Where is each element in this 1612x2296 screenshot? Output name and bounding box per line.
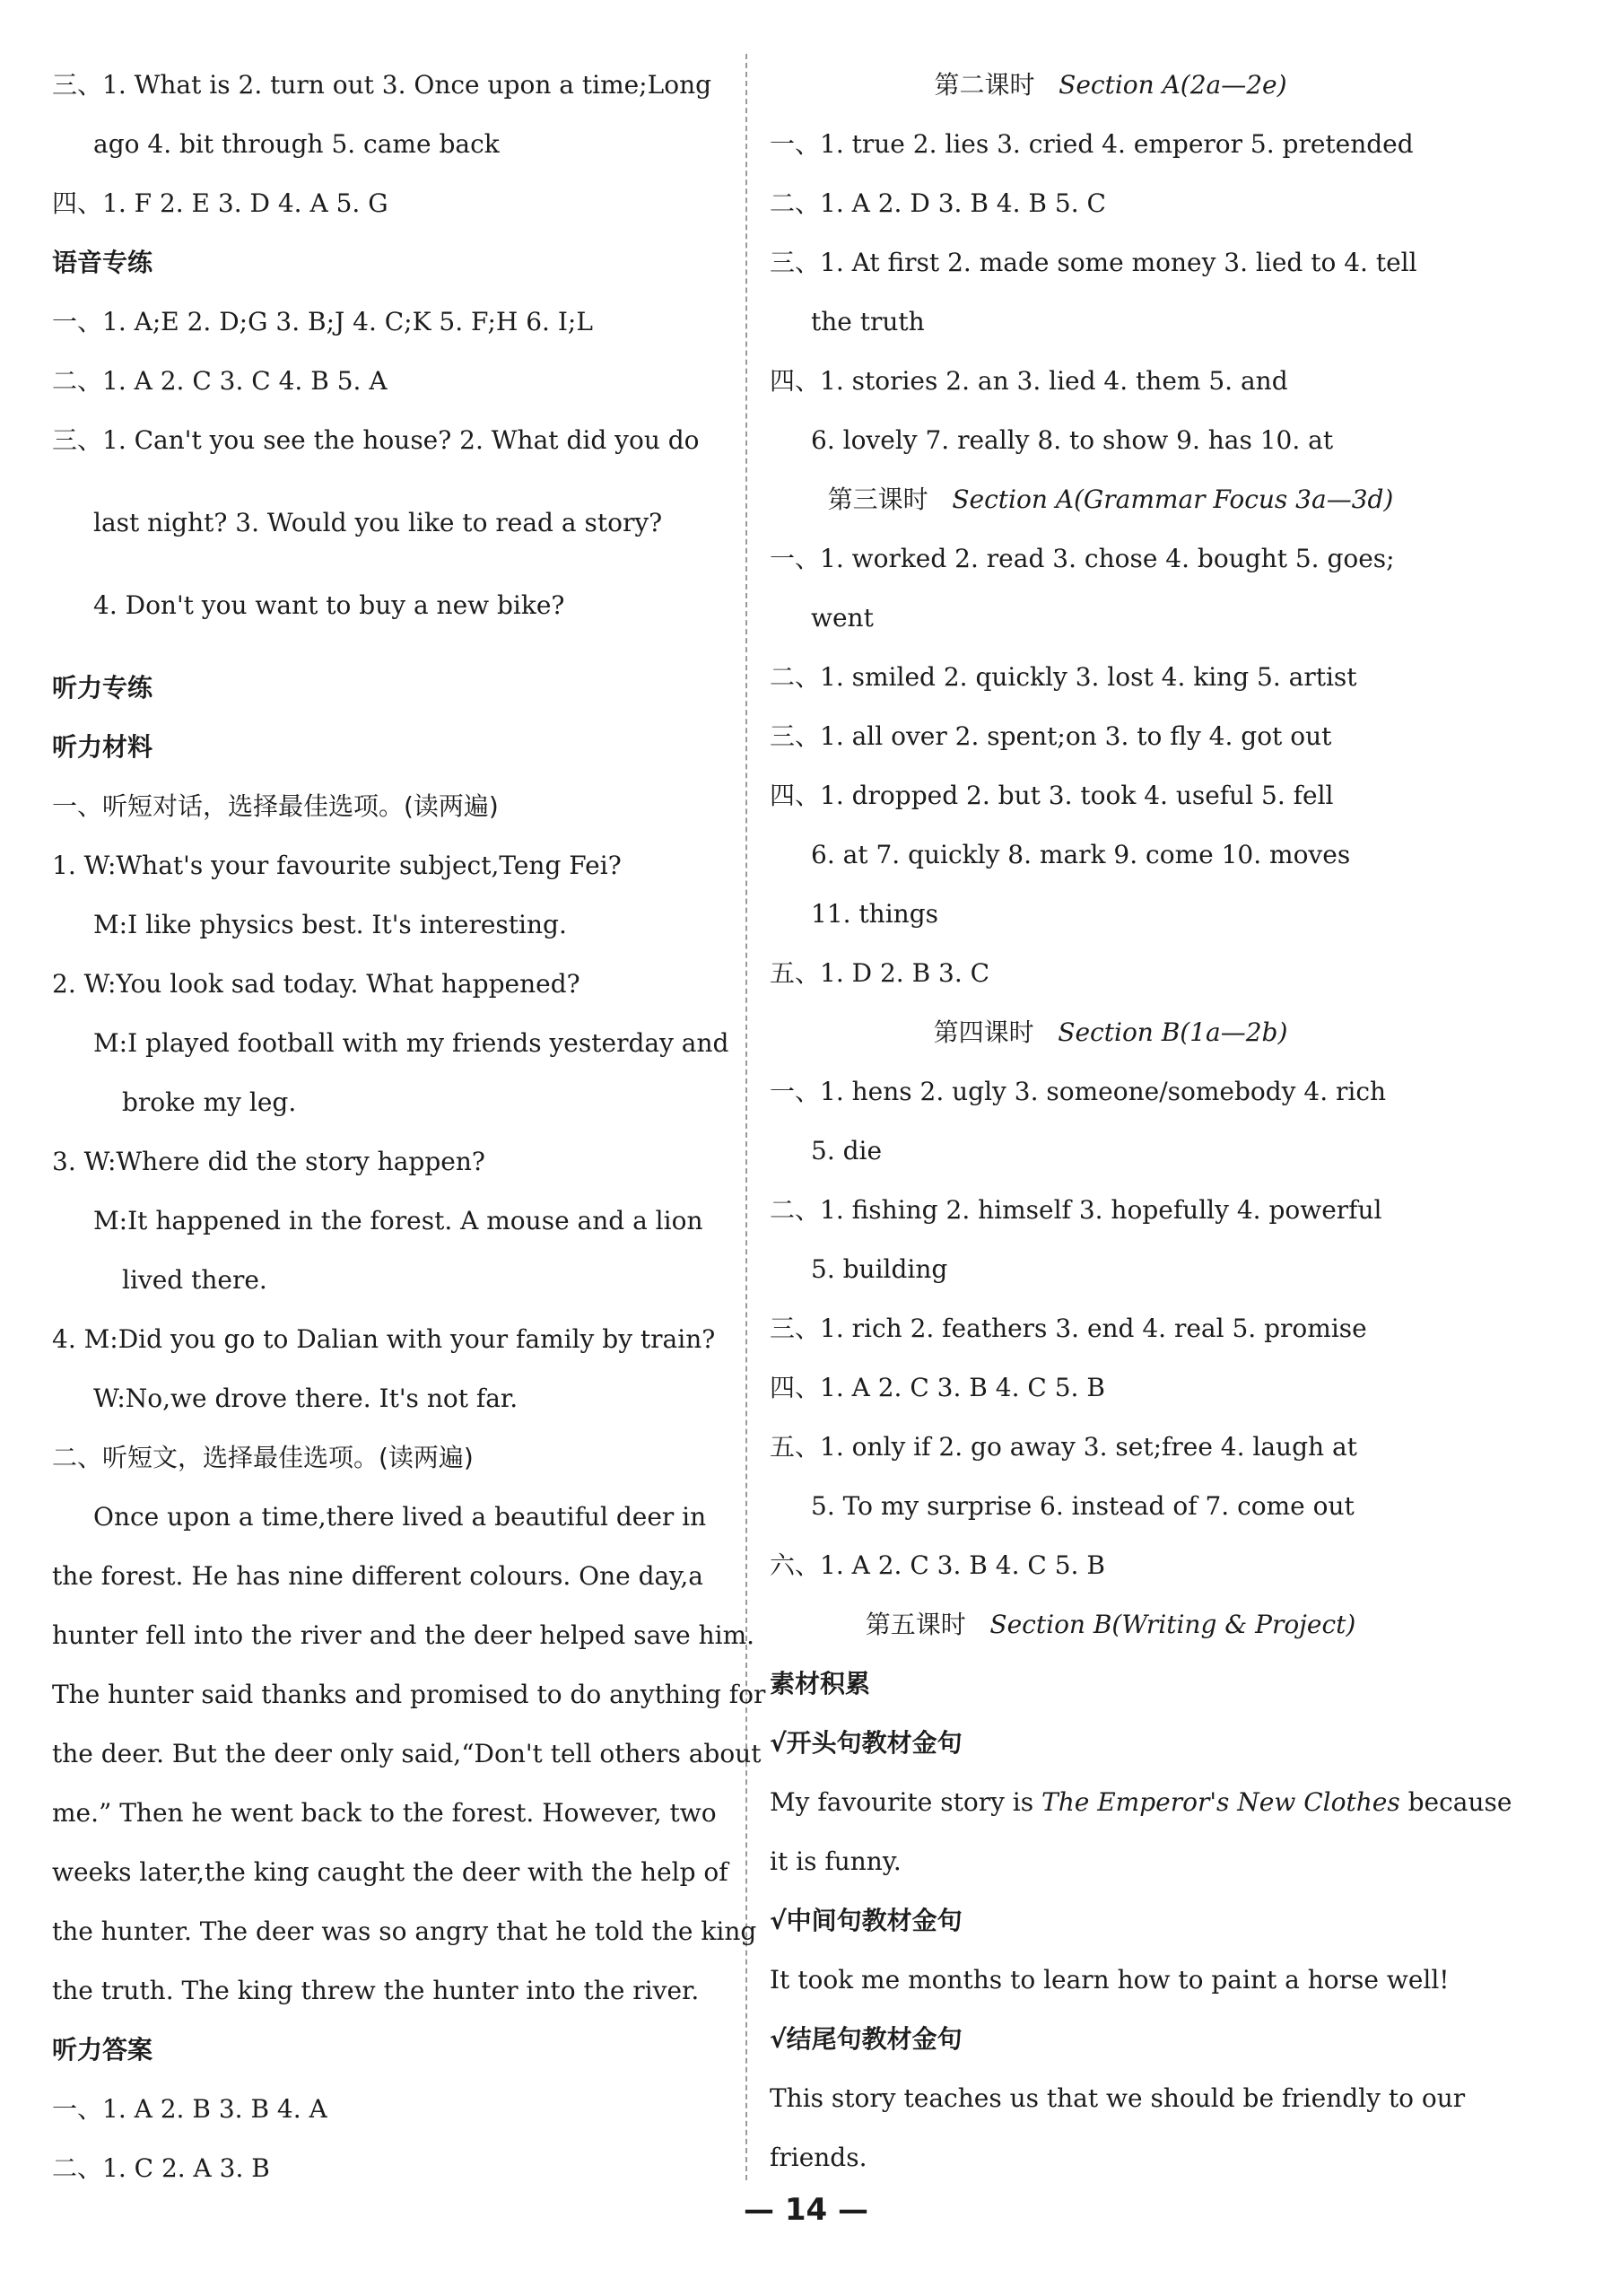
dialogue-line: M:I like physics best. It's interesting. (93, 910, 567, 939)
lesson-subtitle: Section B(1a—2b) (1058, 1017, 1288, 1047)
answer-line: 一、1. worked 2. read 3. chose 4. bought 5. goes; (770, 544, 1395, 573)
lesson-heading (770, 1003, 1451, 1062)
model-sentence: friends. (770, 2143, 867, 2172)
answer-line: 一、1. A;E 2. D;G 3. B;J 4. C;K 5. F;H 6. I;L (52, 307, 593, 336)
answer-line: 5. building (811, 1254, 948, 1284)
dialogue-line: broke my leg. (122, 1087, 297, 1117)
section-heading-listening-answers: 听力答案 (52, 2035, 153, 2065)
answer-line: the truth (811, 307, 925, 336)
answer-line: 11. things (811, 899, 938, 929)
dialogue-line: M:It happened in the forest. A mouse and a lion (93, 1206, 703, 1235)
model-sentence (770, 1773, 1512, 1832)
answer-line: 二、1. A 2. C 3. C 4. B 5. A (52, 366, 388, 396)
answer-line: 三、1. What is 2. turn out 3. Once upon a time;Long (52, 70, 712, 100)
section-heading-listening: 听力专练 (52, 673, 153, 703)
answer-line: 二、1. C 2. A 3. B (52, 2153, 270, 2183)
intonation-line: 三、1. Can't you see the house? 2. What did you do (52, 425, 700, 455)
answer-line: 二、1. A 2. D 3. B 4. B 5. C (770, 188, 1106, 218)
model-sentence-part: My favourite story is (770, 1787, 1042, 1817)
part-instruction: 一、听短对话，选择最佳选项。(读两遍) (52, 791, 499, 821)
answer-line: 三、1. At first 2. made some money 3. lied to 4. tell (770, 248, 1417, 277)
answer-line: 6. at 7. quickly 8. mark 9. come 10. moves (811, 840, 1351, 869)
model-sentence: It took me months to learn how to paint a horse well! (770, 1965, 1450, 1995)
section-heading-materials: 素材积累 (770, 1669, 871, 1698)
lesson-subtitle: Section A(Grammar Focus 3a—3d) (952, 485, 1394, 514)
passage-line: the deer. But the deer only said,“Don't tell others about (52, 1739, 762, 1768)
lesson-heading (770, 56, 1451, 115)
dialogue-line: 4. M:Did you go to Dalian with your family by train? (52, 1324, 716, 1354)
answer-line: 5. To my surprise 6. instead of 7. come out (811, 1491, 1355, 1521)
answer-line: 一、1. hens 2. ugly 3. someone/somebody 4. rich (770, 1077, 1387, 1106)
answer-line: 四、1. dropped 2. but 3. took 4. useful 5. fell (770, 781, 1334, 810)
subheading-closing-sentence: √结尾句教材金句 (770, 2024, 963, 2054)
answer-line: ago 4. bit through 5. came back (93, 129, 500, 159)
model-sentence: This story teaches us that we should be friendly to our (770, 2083, 1466, 2113)
answer-line: 一、1. A 2. B 3. B 4. A (52, 2094, 327, 2124)
passage-line: the hunter. The deer was so angry that he told the king (52, 1916, 757, 1946)
lesson-subtitle: Section B(Writing & Project) (989, 1610, 1356, 1639)
answer-line: 一、1. true 2. lies 3. cried 4. emperor 5. pretended (770, 129, 1414, 159)
dialogue-line: 2. W:You look sad today. What happened? (52, 969, 580, 999)
answer-line: 三、1. rich 2. feathers 3. end 4. real 5. promise (770, 1314, 1367, 1343)
answer-line: 四、1. A 2. C 3. B 4. C 5. B (770, 1373, 1105, 1402)
answer-line: 5. die (811, 1136, 883, 1165)
answer-line: went (811, 603, 874, 633)
intonation-line: last night? 3. Would you like to read a story? (93, 508, 663, 537)
passage-line: me.” Then he went back to the forest. However, two (52, 1798, 717, 1828)
answer-line: 二、1. smiled 2. quickly 3. lost 4. king 5. artist (770, 662, 1357, 692)
lesson-heading (770, 470, 1451, 529)
subheading-middle-sentence: √中间句教材金句 (770, 1906, 963, 1935)
left-column (52, 56, 766, 2198)
answer-line: 六、1. A 2. C 3. B 4. C 5. B (770, 1550, 1105, 1580)
answer-line: 五、1. D 2. B 3. C (770, 958, 990, 988)
section-heading-phonetics: 语音专练 (52, 248, 153, 277)
column-divider (745, 54, 747, 2180)
section-heading-listening-material: 听力材料 (52, 732, 153, 762)
lesson-title: 第四课时 (933, 1017, 1034, 1047)
intonation-line: 4. Don't you want to buy a new bike? (93, 590, 565, 620)
passage-line: the truth. The king threw the hunter into the river. (52, 1976, 700, 2005)
lesson-title: 第五课时 (865, 1610, 966, 1639)
dialogue-line: lived there. (122, 1265, 267, 1295)
part-instruction: 二、听短文，选择最佳选项。(读两遍) (52, 1443, 474, 1472)
lesson-title: 第三课时 (827, 485, 928, 514)
dialogue-line: W:No,we drove there. It's not far. (93, 1384, 518, 1413)
passage-line: weeks later,the king caught the deer with the help of (52, 1857, 728, 1887)
passage-line: The hunter said thanks and promised to do anything for (52, 1680, 766, 1709)
lesson-title: 第二课时 (934, 70, 1035, 100)
model-sentence: it is funny. (770, 1846, 902, 1876)
right-column (770, 56, 1512, 2187)
answer-line: 6. lovely 7. really 8. to show 9. has 10. at (811, 425, 1334, 455)
passage-line: hunter fell into the river and the deer helped save him. (52, 1620, 755, 1650)
dialogue-line: 3. W:Where did the story happen? (52, 1147, 485, 1176)
answer-line: 三、1. all over 2. spent;on 3. to fly 4. got out (770, 721, 1332, 751)
book-title: The Emperor's New Clothes (1041, 1787, 1400, 1817)
passage-line: Once upon a time,there lived a beautiful deer in (93, 1502, 707, 1532)
subheading-opening-sentence: √开头句教材金句 (770, 1728, 963, 1758)
passage-line: the forest. He has nine different colours. One day,a (52, 1561, 703, 1591)
lesson-subtitle: Section A(2a—2e) (1059, 70, 1287, 100)
dialogue-line: 1. W:What's your favourite subject,Teng Fei? (52, 851, 622, 880)
answer-line: 四、1. F 2. E 3. D 4. A 5. G (52, 188, 388, 218)
answer-line: 四、1. stories 2. an 3. lied 4. them 5. and (770, 366, 1288, 396)
model-sentence-part: because (1399, 1787, 1512, 1817)
answer-line: 五、1. only if 2. go away 3. set;free 4. laugh at (770, 1432, 1357, 1462)
lesson-heading (770, 1595, 1451, 1654)
page-number: — 14 — (744, 2192, 868, 2228)
answer-line: 二、1. fishing 2. himself 3. hopefully 4. powerful (770, 1195, 1382, 1225)
dialogue-line: M:I played football with my friends yesterday and (93, 1028, 729, 1058)
